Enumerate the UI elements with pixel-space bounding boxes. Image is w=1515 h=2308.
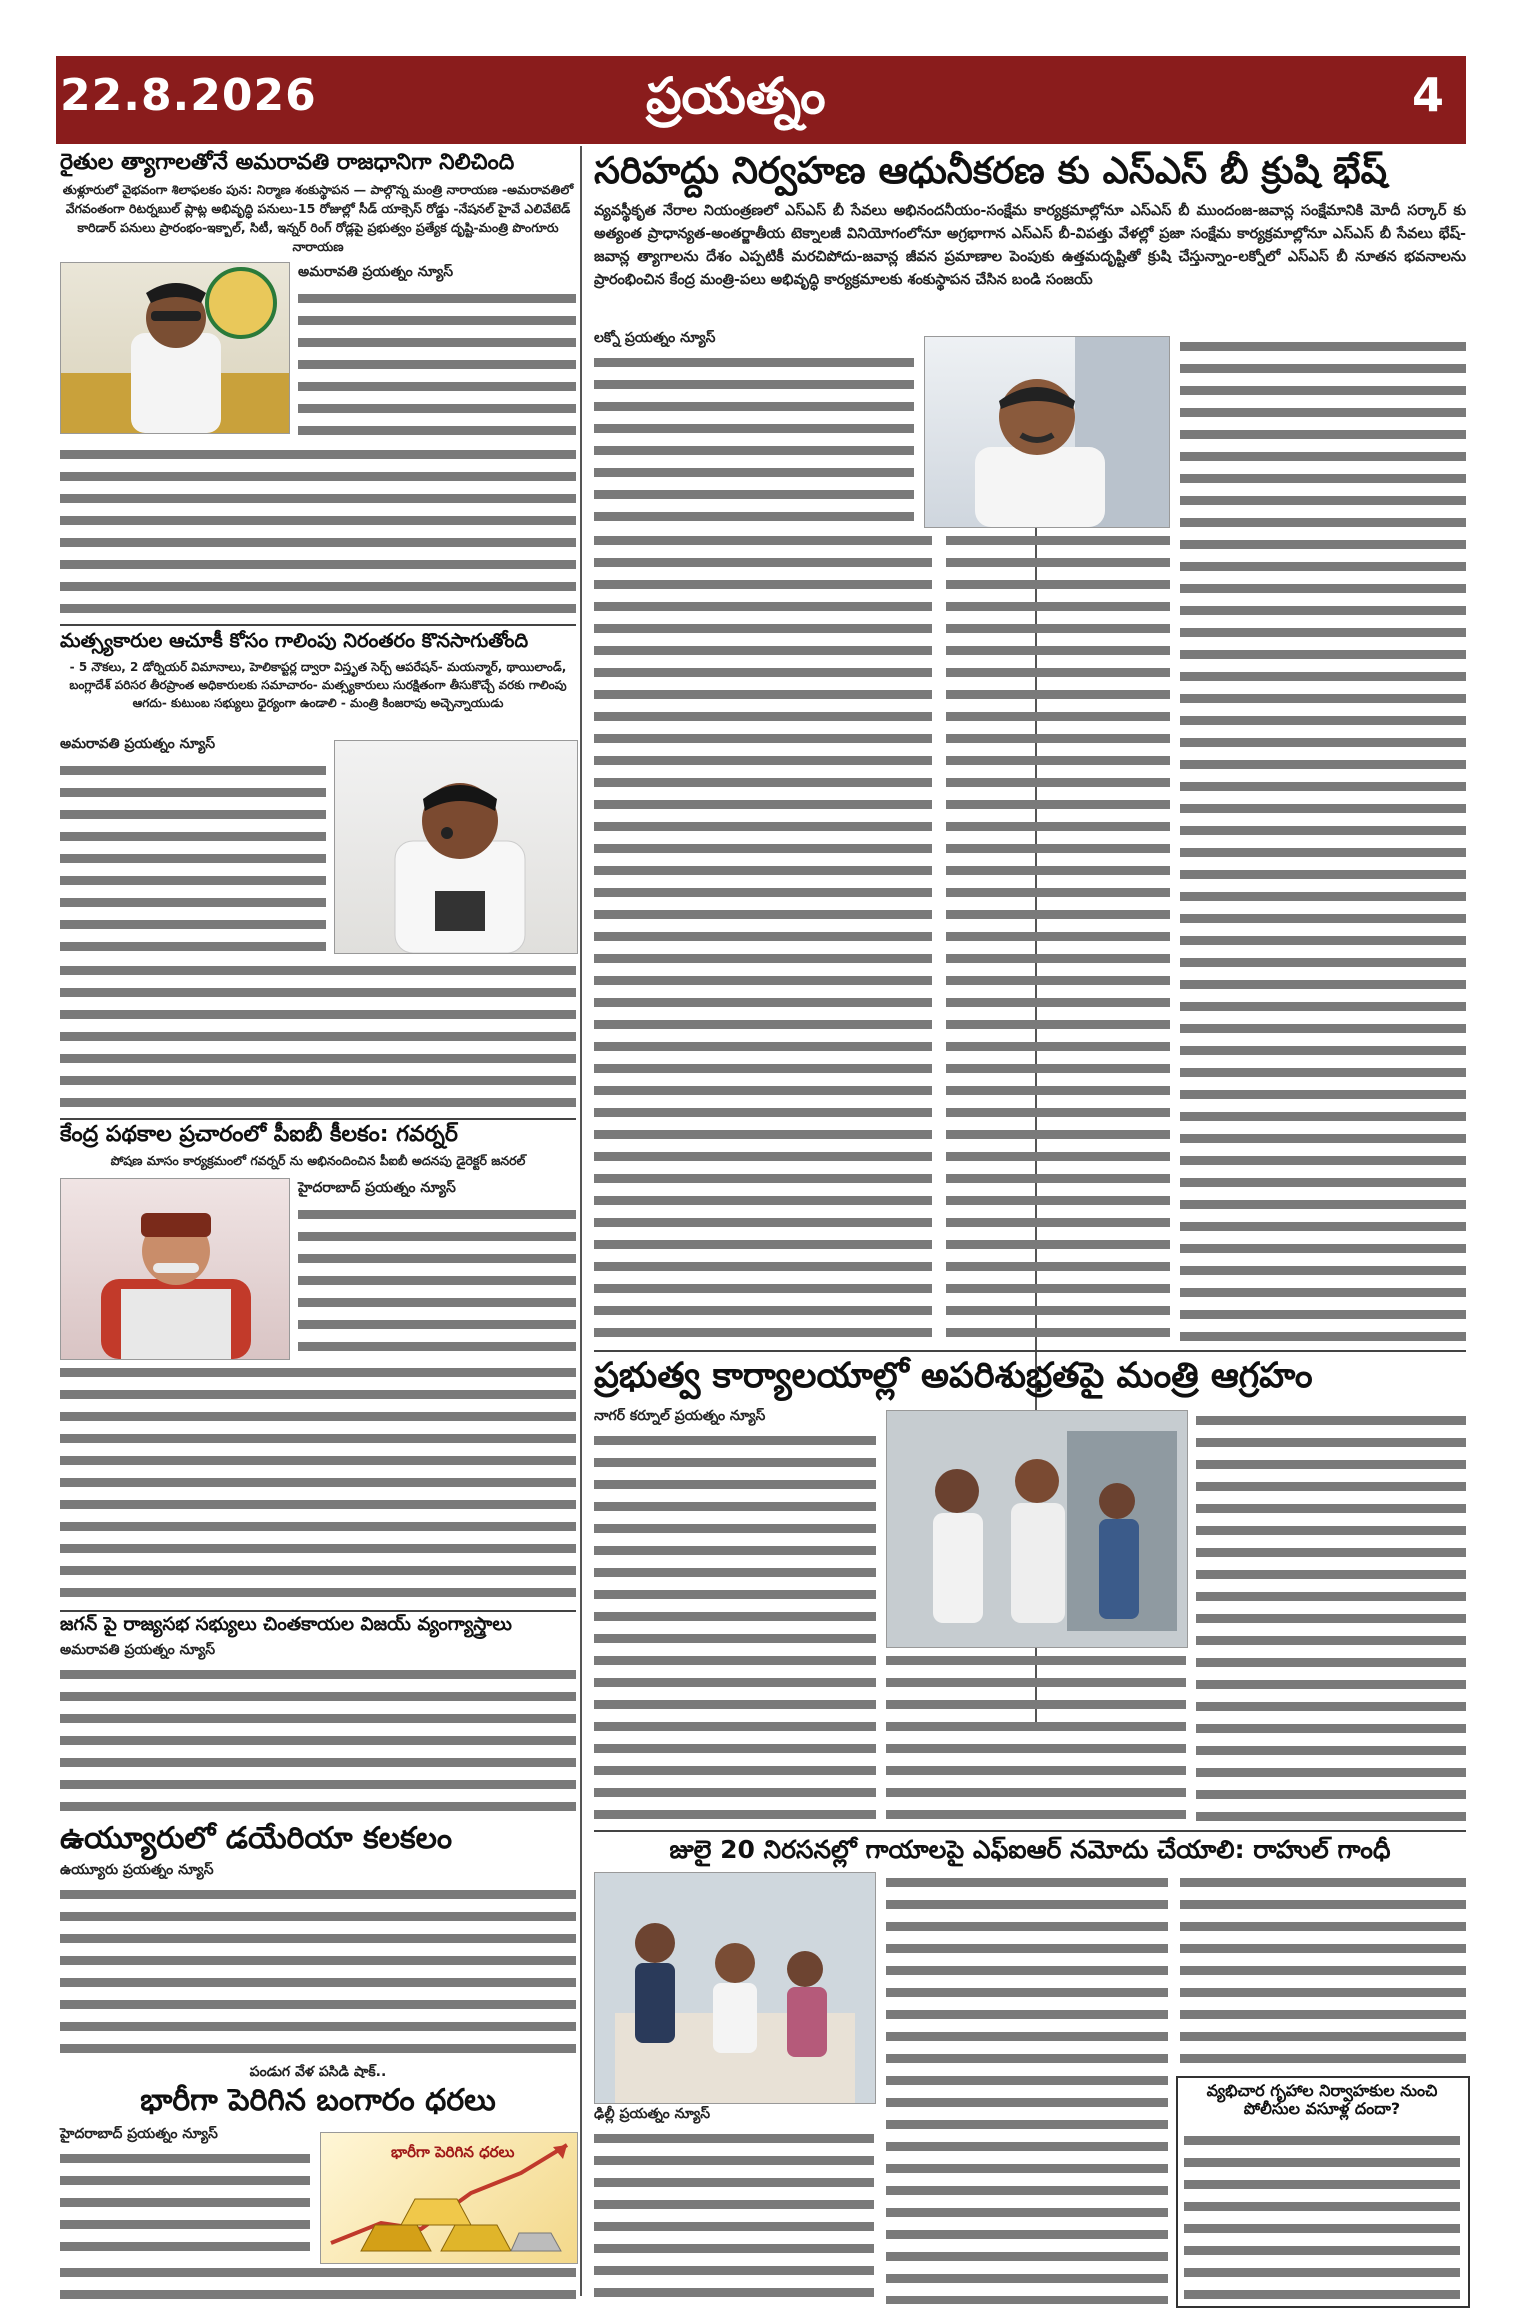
ssb-byline: లక్నో ప్రయత్నం న్యూస్ (594, 330, 716, 346)
diarrhea-headline: ఉయ్యూరులో డయేరియా కలకలం (60, 1821, 453, 1856)
ssb-subhead: వ్యవస్థీకృత నేరాల నియంత్రణలో ఎస్ఎస్ బీ సేవలు అభినందనీయం-సంక్షేమ కార్యక్రమాల్లోనూ ఎస్ఎస్ బీ ముందంజ-జవాన్ల సంక్షేమానికి మోదీ సర్కార్ కు అత్యంత ప్రాధాన్యత-అంతర్జాతీయ టెక్నాలజీ వినియోగంలోనూ అగ్రభాగాన ఎస్ఎస్ బీ-విపత్తు వేళల్లో ప్రజా సంక్షేమ కార్యక్రమాల్లోనూ ఎస్ఎస్ బీ సేవలు భేష్-జవాన్ల త్యాగాలను దేశం ఎప్పటికీ మరచిపోదు-జవాన్ల జీవన ప్రమాణాల పెంపుకు ఉత్తమదృష్టితో క్రుషి చేస్తున్నాం-లక్నోలో ఎస్ఎస్ బీ నూతన భవనాలను ప్రారంభించిన కేంద్ర మంత్రి-పలు అభివృద్ధి కార్యక్రమాలకు శంకుస్థాపన చేసిన బండి సంజయ్ (594, 203, 1466, 288)
rahul-photo (594, 1872, 876, 2104)
section-divider (60, 1610, 576, 1612)
amaravati-photo (60, 262, 290, 434)
rahul-headline: జులై 20 నిరసనల్లో గాయాలపై ఎఫ్ఐఆర్ నమోదు చేయాలి: రాహుల్ గాంధీ (669, 1835, 1391, 1864)
minister-speaking-image (335, 741, 577, 953)
amaravati-headline: రైతుల త్యాగాలతోనే అమరావతి రాజధానిగా నిలిచింది (60, 150, 515, 175)
fishermen-photo (334, 740, 578, 954)
section-divider (594, 1350, 1466, 1352)
gold-image-caption: భారీగా పెరిగిన ధరలు (391, 2143, 515, 2161)
amaravati-body-side (298, 288, 576, 442)
jagan-body (60, 1664, 576, 1818)
ssb-body-col2 (946, 530, 1170, 1344)
fishermen-subhead: - 5 నౌకలు, 2 డోర్నియర్ విమానాలు, హెలికాప్టర్ల ద్వారా విస్తృత సెర్చ్ ఆపరేషన్- మయన్మార్, థాయిలాండ్, బంగ్లాదేశ్ పరిసర తీరప్రాంత అధికారులకు సమాచారం- మత్స్యకారులు సురక్షితంగా తీసుకొచ్చే వరకు గాలింపు ఆగదు- కుటుంబ సభ్యులు ధైర్యంగా ఉండాలి - మంత్రి కింజరాపు అచ్చెన్నాయుడు (69, 660, 567, 710)
diarrhea-byline: ఉయ్యూరు ప్రయత్నం న్యూస్ (60, 1862, 214, 1878)
amaravati-subhead: తుళ్లూరులో వైభవంగా శిలాఫలకం పున: నిర్మాణ శంకుస్థాపన — పాల్గొన్న మంత్రి నారాయణ -అమరావతిలో వేగవంతంగా రిటర్నబుల్ ప్లాట్ల అభివృద్ధి పనులు-15 రోజుల్లో సీడ్ యాక్సెస్ రోడ్డు -నేషనల్ హైవే ఎలివేటెడ్ కారిడార్ పనులు ప్రారంభం-ఇక్బాల్, సిటీ, ఇన్నర్ రింగ్ రోడ్లపై ప్రభుత్వం ప్రత్యేక దృష్టి-మంత్రి పొంగూరు నారాయణ (62, 182, 574, 254)
minister-inspection-image (887, 1411, 1187, 1647)
pib-body-side (298, 1204, 576, 1358)
bandi-sanjay-portrait-image (925, 337, 1169, 527)
rahul-body-col2 (886, 1872, 1168, 2304)
ssb-photo (924, 336, 1170, 528)
gold-kicker: పండుగ వేళ పసిడి షాక్.. (249, 2064, 387, 2080)
pib-photo (60, 1178, 290, 1360)
amaravati-body (60, 444, 576, 620)
amaravati-byline: అమరావతి ప్రయత్నం న్యూస్ (298, 264, 454, 280)
ssb-body-lead (594, 352, 914, 528)
police-headline: వ్యభిచార గృహాల నిర్వాహకుల నుంచి పోలీసుల వసూళ్ల దందా? (1206, 2081, 1438, 2119)
section-divider (60, 1118, 576, 1120)
pib-byline: హైదరాబాద్ ప్రయత్నం న్యూస్ (298, 1180, 456, 1196)
masthead (56, 56, 1466, 144)
ssb-body-col1 (594, 530, 932, 1344)
newspaper-name: ప్రయత్నం (646, 66, 826, 125)
cleanliness-body-col1 (594, 1430, 876, 1826)
rahul-gandhi-meeting-image (595, 1873, 875, 2103)
gold-body-side (60, 2148, 310, 2258)
gold-photo (320, 2132, 578, 2264)
page-number: 4 (1411, 68, 1444, 122)
fishermen-headline: మత్స్యకారుల ఆచూకీ కోసం గాలింపు నిరంతరం కొనసాగుతోంది (60, 629, 529, 652)
column-divider (580, 146, 582, 2296)
jagan-byline: అమరావతి ప్రయత్నం న్యూస్ (60, 1642, 216, 1658)
cleanliness-headline: ప్రభుత్వ కార్యాలయాల్లో అపరిశుభ్రతపై మంత్రి ఆగ్రహం (594, 1356, 1313, 1396)
cleanliness-body-col3 (1196, 1410, 1466, 1826)
minister-portrait-image (61, 263, 289, 433)
fishermen-body (60, 960, 576, 1114)
cleanliness-byline: నాగర్ కర్నూల్ ప్రయత్నం న్యూస్ (594, 1408, 766, 1424)
section-divider (60, 624, 576, 626)
cleanliness-body-col2 (886, 1650, 1186, 1826)
rahul-byline: ఢిల్లీ ప్రయత్నం న్యూస్ (594, 2106, 711, 2122)
cleanliness-photo (886, 1410, 1188, 1648)
fishermen-body-side (60, 760, 326, 958)
gold-byline: హైదరాబాద్ ప్రయత్నం న్యూస్ (60, 2126, 218, 2142)
rahul-body-col3 (1180, 1872, 1466, 2070)
governor-portrait-image (61, 1179, 289, 1359)
jagan-headline: జగన్ పై రాజ్యసభ సభ్యులు చింతకాయల విజయ్ వ్యంగ్యాస్త్రాలు (60, 1614, 512, 1635)
gold-headline: భారీగా పెరిగిన బంగారం ధరలు (140, 2083, 496, 2118)
issue-date: 22.8.2026 (60, 70, 317, 121)
ssb-headline: సరిహద్దు నిర్వహణ ఆధునీకరణ కు ఎస్ఎస్ బీ క్రుషి భేష్ (594, 149, 1387, 192)
pib-subhead: పోషణ మాసం కార్యక్రమంలో గవర్నర్ ను అభినందించిన పీఐబీ అదనపు డైరెక్టర్ జనరల్ (110, 1153, 526, 1168)
rahul-body-col1 (594, 2128, 874, 2304)
section-divider (594, 1830, 1466, 1832)
ssb-body-col3 (1180, 336, 1466, 1344)
police-body (1184, 2130, 1460, 2300)
pib-headline: కేంద్ర పథకాల ప్రచారంలో పీఐబీ కీలకం: గవర్నర్ (60, 1122, 458, 1147)
gold-body (60, 2262, 576, 2306)
pib-body (60, 1362, 576, 1604)
diarrhea-body (60, 1884, 576, 2060)
fishermen-byline: అమరావతి ప్రయత్నం న్యూస్ (60, 736, 216, 752)
